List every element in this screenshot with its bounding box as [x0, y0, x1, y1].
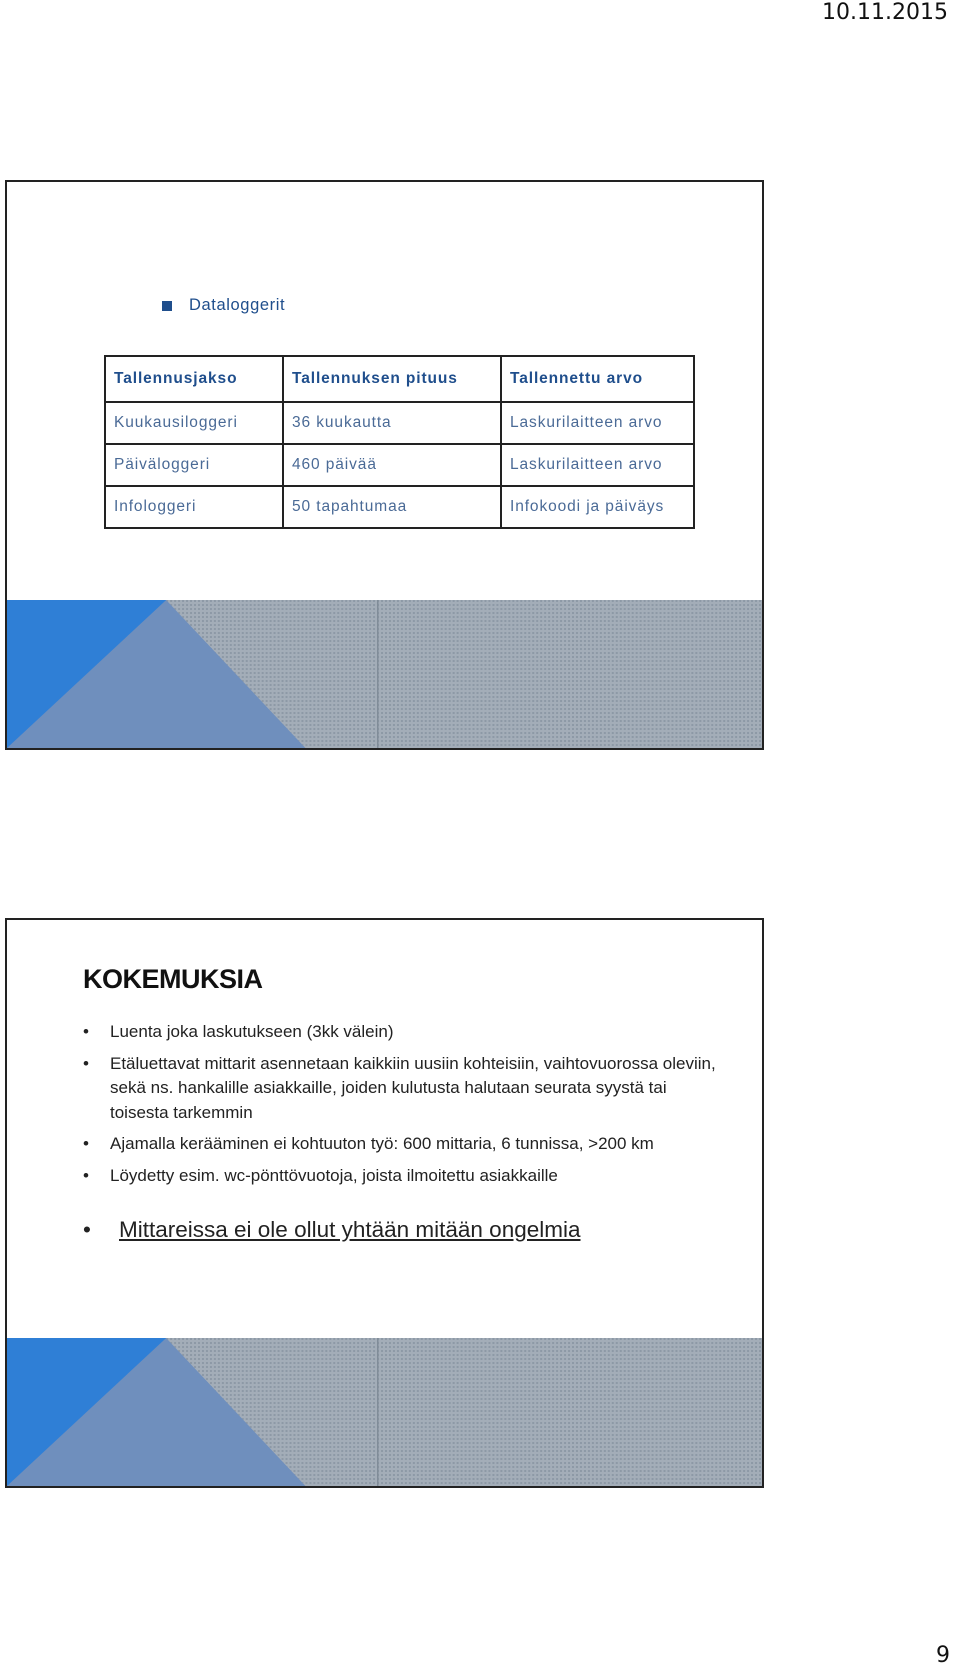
bullet-text: Dataloggerit	[189, 296, 286, 314]
table-cell: 36 kuukautta	[283, 402, 501, 444]
table-cell: Laskurilaitteen arvo	[501, 444, 694, 486]
slide-footer-decoration	[7, 600, 762, 748]
table-header-row	[105, 356, 694, 402]
page-number: 9	[936, 1643, 950, 1668]
table-cell: 50 tapahtumaa	[283, 486, 501, 528]
list-item-emphasis	[83, 1218, 723, 1243]
list-item: • Löydetty esim. wc-pönttövuotoja, joista ilmoitettu asiakkaille	[83, 1164, 723, 1189]
slide-footer-decoration	[7, 1338, 762, 1486]
list-item: • Ajamalla kerääminen ei kohtuuton työ: 600 mittaria, 6 tunnissa, >200 km	[83, 1132, 723, 1157]
table-header-cell: Tallennusjakso	[105, 356, 283, 402]
table-header-cell: Tallennuksen pituus	[283, 356, 501, 402]
table-row	[105, 486, 694, 528]
list-item: • Etäluettavat mittarit asennetaan kaikkiin uusiin kohteisiin, vaihtovuorossa oleviin, sekä ns. hankalille asiakkaille, joiden kulutusta halutaan seurata syystä tai toisesta tarkemmin	[83, 1052, 723, 1126]
table-cell: Laskurilaitteen arvo	[501, 402, 694, 444]
emphasis-text: Mittareissa ei ole ollut yhtään mitään ongelmia	[119, 1217, 581, 1242]
table-cell: Infologgeri	[105, 486, 283, 528]
table-cell: 460 päivää	[283, 444, 501, 486]
table-header-cell: Tallennettu arvo	[501, 356, 694, 402]
list-item: • Luenta joka laskutukseen (3kk välein)	[83, 1020, 723, 1045]
slide-title: KOKEMUKSIA	[83, 964, 263, 994]
table-row	[105, 444, 694, 486]
slide-dataloggerit	[5, 180, 764, 750]
bullet-list	[83, 1020, 723, 1250]
logger-table	[104, 355, 695, 529]
square-bullet-icon	[162, 301, 172, 311]
page-date: 10.11.2015	[822, 0, 948, 25]
slide-bullet	[162, 296, 285, 315]
slide-kokemuksia	[5, 918, 764, 1488]
table-row	[105, 402, 694, 444]
table-cell: Kuukausiloggeri	[105, 402, 283, 444]
table-cell: Päiväloggeri	[105, 444, 283, 486]
table-cell: Infokoodi ja päiväys	[501, 486, 694, 528]
